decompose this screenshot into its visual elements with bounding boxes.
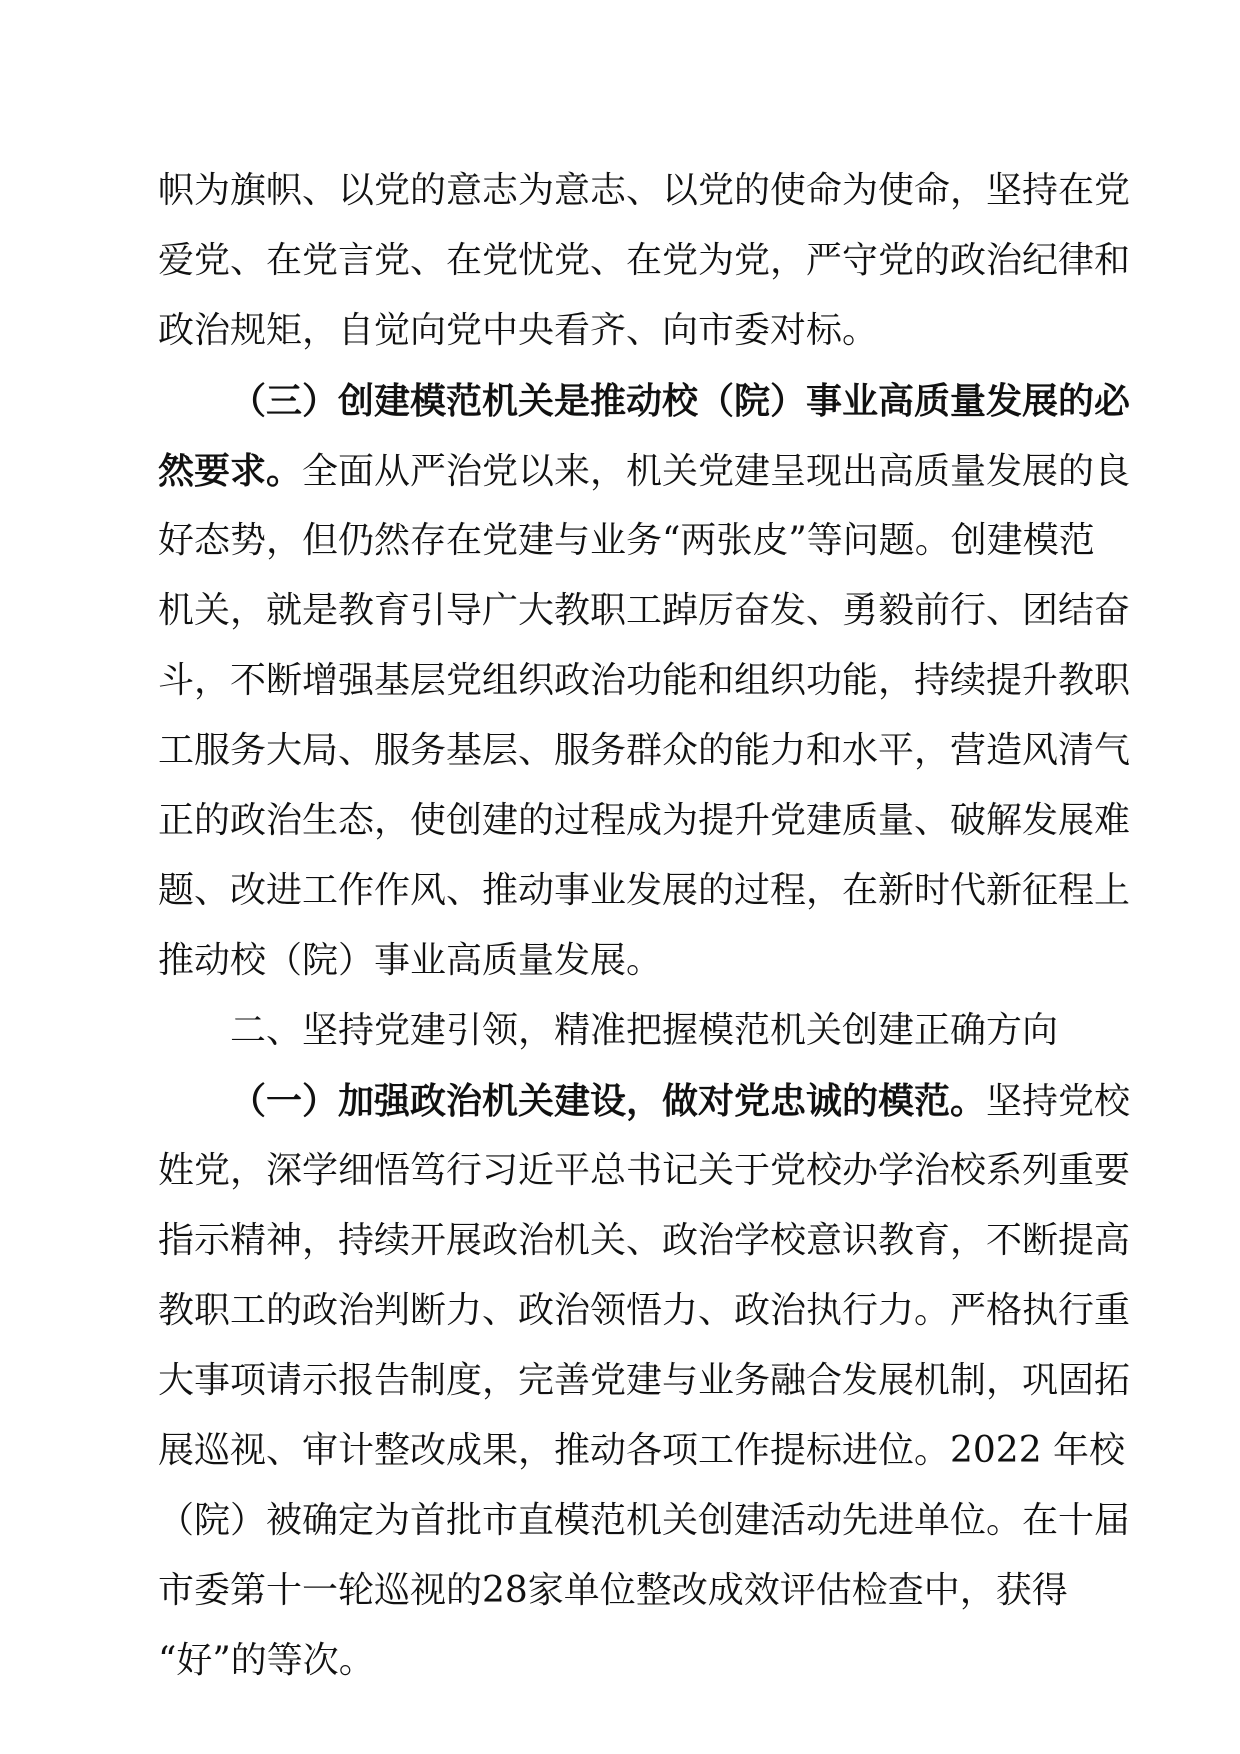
paragraph-line: 机关，就是教育引导广大教职工踔厉奋发、勇毅前行、团结奋 — [158, 590, 1131, 631]
paragraph-line: 大事项请示报告制度，完善党建与业务融合发展机制，巩固拓 — [158, 1360, 1131, 1401]
paragraph-line: 好态势，但仍然存在党建与业务“两张皮”等问题。创建模范 — [158, 520, 1095, 561]
section-heading-3-end: 然要求。 — [158, 450, 303, 492]
paragraph-line: 斗，不断增强基层党组织政治功能和组织功能，持续提升教职 — [158, 660, 1131, 701]
paragraph-line: 工服务大局、服务基层、服务群众的能力和水平，营造风清气 — [158, 730, 1131, 771]
paragraph-line: 帜为旗帜、以党的意志为意志、以党的使命为使命，坚持在党 — [158, 170, 1131, 211]
paragraph-line: 展巡视、审计整改成果，推动各项工作提标进位。2022 年校 — [158, 1430, 1126, 1471]
section-heading-2: 二、坚持党建引领，精准把握模范机关创建正确方向 — [230, 1010, 1059, 1051]
paragraph-line: 市委第十一轮巡视的28家单位整改成效评估检查中，获得 — [158, 1570, 1068, 1611]
paragraph-text: 全面从严治党以来，机关党建呈现出高质量发展的良 — [302, 451, 1131, 492]
paragraph-line: 爱党、在党言党、在党忧党、在党为党，严守党的政治纪律和 — [158, 240, 1131, 281]
paragraph-line — [230, 1066, 1131, 1136]
paragraph-text: 坚持党校 — [986, 1081, 1131, 1122]
paragraph-line: 教职工的政治判断力、政治领悟力、政治执行力。严格执行重 — [158, 1290, 1131, 1331]
paragraph-line: 指示精神，持续开展政治机关、政治学校意识教育，不断提高 — [158, 1220, 1131, 1261]
paragraph-line: 题、改进工作作风、推动事业发展的过程，在新时代新征程上 — [158, 870, 1131, 911]
paragraph-line — [158, 436, 1131, 506]
paragraph-line: 姓党，深学细悟笃行习近平总书记关于党校办学治校系列重要 — [158, 1150, 1131, 1191]
paragraph-line: （院）被确定为首批市直模范机关创建活动先进单位。在十届 — [158, 1500, 1131, 1541]
section-heading-3: （三）创建模范机关是推动校（院）事业高质量发展的必 — [230, 380, 1131, 422]
paragraph-line: “好”的等次。 — [158, 1640, 375, 1681]
paragraph-line: 政治规矩，自觉向党中央看齐、向市委对标。 — [158, 310, 879, 351]
paragraph-line: 正的政治生态，使创建的过程成为提升党建质量、破解发展难 — [158, 800, 1131, 841]
paragraph-line: 推动校（院）事业高质量发展。 — [158, 940, 663, 981]
subsection-heading-1: （一）加强政治机关建设，做对党忠诚的模范。 — [230, 1080, 987, 1122]
